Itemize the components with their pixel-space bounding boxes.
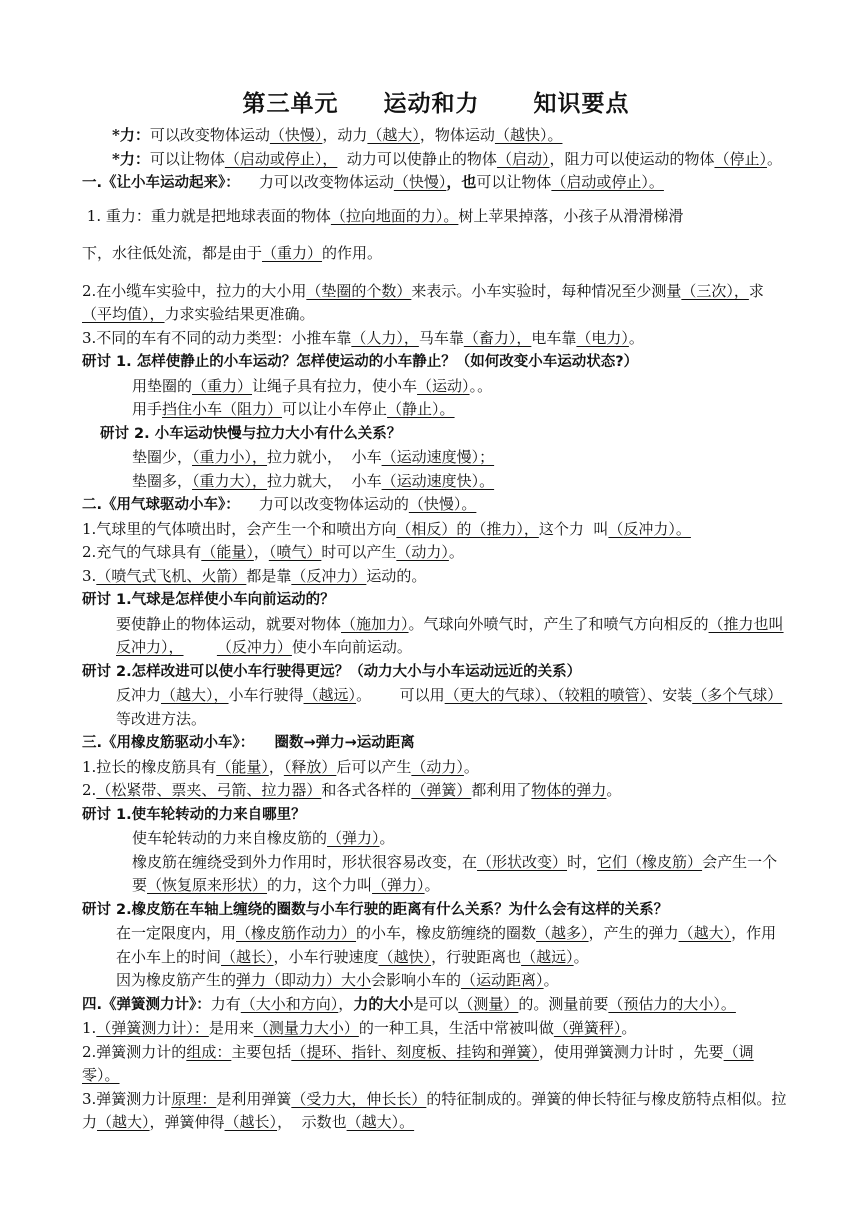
text-segment: ， — [253, 543, 269, 561]
answer-blank: （越大）， — [161, 686, 229, 704]
answer-blank: （运动速度快）。 — [381, 471, 495, 490]
answer-blank: （重力大）， — [192, 471, 268, 490]
text-line — [82, 375, 790, 399]
answer-blank: （越远） — [303, 686, 357, 704]
text-line — [82, 171, 790, 196]
text-segment: 。。 — [469, 376, 493, 395]
text-line — [82, 613, 790, 660]
answer-blank: （能量） — [201, 543, 254, 561]
text-segment: ， — [268, 757, 284, 776]
text-segment: 2.充气的气球具有 — [82, 543, 202, 561]
answer-blank: （相反）的（推力）， — [396, 519, 539, 538]
text-segment: 拉力就大， 小车 — [267, 471, 382, 490]
text-line — [82, 242, 790, 266]
answer-blank: （更大的气球）、（较粗的喷管） — [444, 686, 648, 704]
answer-blank: （平均值）， — [82, 305, 165, 323]
section-heading: 研讨 1.使车轮转动的力来自哪里？ — [82, 806, 306, 823]
answer-blank: （恢复原来形状） — [147, 876, 268, 894]
text-segment: 2.弹簧测力计的 — [82, 1042, 187, 1061]
text-segment: 会影响小车的 — [371, 971, 462, 989]
text-line — [82, 969, 790, 993]
answer-blank: （反冲力） — [216, 638, 292, 656]
text-segment: 力可以改变物体运动的 — [239, 495, 409, 513]
text-line — [82, 493, 790, 518]
text-line — [82, 588, 790, 613]
text-segment: 。 — [606, 781, 622, 799]
text-segment: 2. — [82, 781, 97, 799]
text-segment: 可以让小车停止 — [282, 400, 388, 418]
answer-blank: （运动距离） — [461, 971, 544, 989]
text-line — [82, 518, 790, 542]
text-line — [82, 422, 790, 447]
text-segment: 的小车，橡皮筋缠绕的圈数 — [356, 924, 537, 942]
text-segment: 都利用了 — [471, 781, 532, 799]
answer-blank: （释放） — [283, 757, 337, 776]
text-segment: ，弹簧伸得 — [149, 1113, 225, 1131]
answer-blank: （越大） — [367, 126, 420, 144]
text-segment: 1. 重力：重力就是把地球表面的物体 — [82, 206, 331, 225]
text-segment: 用垫圈的 — [132, 376, 193, 395]
text-line — [82, 148, 790, 172]
text-line — [82, 803, 790, 828]
text-segment: 在一定限度内，用 — [116, 924, 237, 942]
answer-blank: 组成： — [186, 1042, 232, 1061]
text-segment: ，作用在小车上的时间 — [116, 924, 777, 966]
answer-blank: （反冲力） — [291, 566, 367, 585]
answer-blank: 它们（橡皮筋） — [597, 852, 703, 871]
text-line — [82, 446, 790, 470]
answer-blank: （预估力的大小）。 — [608, 994, 736, 1013]
answer-blank: （越快）。 — [494, 126, 563, 144]
text-segment: 使车轮转动的力来自橡皮筋的 — [132, 829, 328, 847]
text-segment: 。 — [573, 947, 589, 966]
text-segment: 等改进方法。 — [116, 709, 207, 728]
section-heading: 一.《让小车运动起来》： — [82, 175, 240, 191]
text-segment: ， 示数也 — [277, 1113, 347, 1131]
text-segment: 树上苹果掉落，小孩子从滑滑梯滑 — [458, 206, 684, 225]
answer-blank: （垫圈的个数） — [306, 281, 412, 300]
text-line — [82, 922, 790, 969]
answer-blank: 原理： — [171, 1089, 217, 1108]
answer-blank: （运动速度慢）； — [381, 448, 495, 466]
text-line — [82, 1088, 790, 1135]
text-segment: 这个力 叫 — [538, 519, 609, 538]
answer-blank: （重力） — [262, 244, 323, 262]
answer-blank: （大小和方向） — [240, 994, 339, 1013]
section-heading: 研讨 2. 小车运动快慢与拉力大小有什么关系？ — [100, 425, 402, 442]
text-segment: 橡皮筋在缠绕受到外力作用时，形状很容易改变，在 — [132, 852, 478, 871]
answer-blank: （快慢） — [393, 173, 447, 191]
text-segment: 、安装 — [647, 686, 693, 704]
text-line — [82, 660, 790, 685]
text-segment: 力有 — [210, 994, 241, 1013]
answer-blank: （能量） — [216, 757, 269, 776]
answer-blank: （弹簧测力计）： — [96, 1019, 209, 1037]
text-segment: 力的大小 — [353, 994, 414, 1013]
answer-blank: （推力也叫反冲力）， — [116, 614, 784, 656]
answer-blank: （橡皮筋作动力） — [236, 924, 357, 942]
answer-blank: （提环、指针、刻度板、挂钩和弹簧） — [291, 1042, 539, 1061]
answer-blank: （运动） — [417, 376, 470, 395]
answer-blank: （停止） — [714, 149, 767, 168]
text-segment: ，阻力可以使运动的物体 — [549, 149, 715, 168]
text-segment: 的。测量前要 — [518, 994, 609, 1013]
text-line — [82, 470, 790, 494]
text-line — [82, 898, 790, 923]
text-segment: 。 — [448, 543, 464, 561]
text-segment: 是利用弹簧 — [216, 1089, 292, 1108]
text-segment: 力求实验结果更准确。 — [164, 305, 315, 323]
answer-blank: （启动或停止）， — [224, 149, 338, 168]
answer-blank: （多个气球） — [692, 686, 783, 704]
text-line — [82, 541, 790, 565]
text-segment: ，物体运动 — [419, 126, 495, 144]
text-segment: 。 — [628, 328, 644, 347]
text-segment: ，小车行驶速度 — [273, 947, 379, 966]
answer-blank: （快慢） — [269, 126, 323, 144]
text-line — [82, 565, 790, 589]
text-segment: 垫圈多， — [132, 471, 193, 490]
text-segment: 。 — [424, 876, 440, 894]
text-segment: ， — [338, 994, 354, 1013]
text-segment: 使小车向前运动。 — [291, 638, 412, 656]
answer-blank: （启动或停止）。 — [551, 173, 664, 191]
document-body — [82, 124, 790, 1135]
text-line — [82, 731, 790, 756]
text-segment: ，使用弹簧测力计时 ，先要 — [538, 1042, 724, 1061]
text-segment: 主要包括 — [231, 1042, 292, 1061]
text-line — [82, 684, 790, 731]
answer-blank: （人力）， — [351, 328, 419, 347]
answer-blank: （形状改变） — [477, 852, 568, 871]
text-segment: 1. — [82, 1019, 97, 1037]
text-segment: 时可以产生 — [321, 543, 397, 561]
answer-blank: （动力） — [411, 757, 464, 776]
text-segment: 3. — [82, 566, 97, 585]
text-line — [82, 398, 790, 422]
text-segment: 时， — [567, 852, 598, 871]
answer-blank: （反冲力）。 — [608, 519, 691, 538]
answer-blank: （重力小）， — [192, 448, 268, 466]
answer-blank: （喷气） — [268, 543, 322, 561]
text-line — [82, 993, 790, 1018]
text-segment: 3.弹簧测力计 — [82, 1089, 172, 1108]
text-segment: 可以让物体 — [476, 173, 552, 191]
answer-blank: （电力） — [576, 328, 629, 347]
section-heading: 研讨 1.气球是怎样使小车向前运动的？ — [82, 592, 335, 608]
text-line — [82, 280, 790, 327]
text-segment: 的一种工具，生活中常被叫做 — [358, 1019, 554, 1037]
text-segment: 。气球向外喷气时，产生了和喷气方向相反的 — [408, 614, 709, 633]
text-segment: 电车靠 — [531, 328, 577, 347]
text-segment: 垫圈少， — [132, 448, 193, 466]
section-heading: 研讨 1. 怎样使静止的小车运动？怎样使运动的小车静止？（如何改变小车运动状态?） — [82, 354, 639, 370]
section-heading: 研讨 2.怎样改进可以使小车行驶得更远？（动力大小与小车运动远近的关系） — [82, 663, 582, 680]
answer-blank: （施加力） — [341, 614, 409, 633]
text-segment: 是用来 — [208, 1019, 254, 1037]
answer-blank: （测量） — [458, 994, 519, 1013]
text-segment — [184, 638, 217, 656]
text-segment: 。 — [379, 829, 395, 847]
text-segment: 的力，这个力叫 — [267, 876, 373, 894]
text-line — [82, 205, 790, 229]
answer-blank: （调零）。 — [82, 1042, 754, 1084]
text-segment: *力： — [112, 126, 150, 144]
text-segment: 。 可以用 — [356, 686, 445, 704]
text-line — [82, 350, 790, 375]
text-segment: 和各式各样的 — [321, 781, 412, 799]
answer-blank: （快慢）。 — [408, 495, 477, 513]
answer-blank: （越远） — [521, 947, 574, 966]
page-title: 第三单元 运动和力 知识要点 — [242, 91, 630, 117]
text-segment: 拉力就小， 小车 — [267, 448, 382, 466]
text-segment: ，产生的弹力 — [588, 924, 679, 942]
text-segment: 1.气球里的气体喷出时，会产生一个和喷出方向 — [82, 519, 397, 538]
answer-blank: （受力大，伸长长） — [291, 1089, 427, 1108]
text-segment: 动力可以使静止的物体 — [337, 149, 497, 168]
answer-blank: 弹力（即动力）大小 — [236, 971, 372, 989]
answer-blank: 挡住小车（阻力） — [162, 400, 283, 418]
text-segment: 下，水往低处流，都是由于 — [82, 244, 263, 262]
answer-blank: （畜力）， — [463, 328, 532, 347]
answer-blank: （松紧带、票夹、弓箭、拉力器） — [96, 781, 322, 799]
answer-blank: （动力） — [396, 543, 449, 561]
answer-blank: （喷气式飞机、火箭） — [96, 566, 247, 585]
answer-blank: （拉向地面的力）。 — [330, 206, 459, 225]
text-segment: 。 — [543, 971, 559, 989]
text-line — [82, 851, 790, 898]
text-segment: 马车靠 — [418, 328, 464, 347]
answer-blank: （越多） — [536, 924, 589, 942]
text-segment: ，动力 — [322, 126, 368, 144]
section-heading: 四.《弹簧测力计》： — [82, 996, 211, 1013]
text-segment: 。 — [766, 149, 782, 168]
answer-blank: （静止）。 — [387, 400, 455, 418]
text-segment: 会产生一个要 — [132, 852, 778, 894]
text-segment: 。 — [621, 1019, 637, 1037]
text-segment: 用手 — [132, 400, 163, 418]
answer-blank: （越大） — [678, 924, 732, 942]
answer-blank: （弹力） — [327, 829, 380, 847]
text-segment: 。 — [463, 757, 479, 776]
text-segment: ，也 — [446, 173, 477, 191]
answer-blank: （弹力） — [372, 876, 425, 894]
text-segment: 要使静止的物体运动，就要对物体 — [116, 614, 342, 633]
text-segment: 小车行驶得 — [228, 686, 304, 704]
answer-blank: （越快） — [378, 947, 432, 966]
answer-blank: （越大） — [97, 1113, 150, 1131]
text-line — [82, 779, 790, 803]
section-heading: 三.《用橡皮筋驱动小车》： 圈数→弹力→运动距离 — [82, 735, 415, 751]
text-segment: 1.拉长的橡皮筋具有 — [82, 757, 217, 776]
text-segment: 后可以产生 — [336, 757, 412, 776]
text-segment: 都是靠 — [246, 566, 292, 585]
text-segment: 来表示。小车实验时，每种情况至少测量 — [411, 281, 682, 300]
text-segment: 反冲力 — [116, 686, 162, 704]
text-segment: 是可以 — [413, 994, 459, 1013]
text-line — [82, 1017, 790, 1041]
answer-blank: （弹簧） — [411, 781, 472, 799]
answer-blank: （越长） — [224, 1113, 278, 1131]
answer-blank: （重力） — [192, 376, 253, 395]
text-segment: *力： — [112, 149, 150, 168]
text-segment: 运动的。 — [366, 566, 427, 585]
text-segment: 的特征制成的。弹簧的伸长特征与橡皮筋特点相似。拉力 — [82, 1089, 787, 1131]
text-line — [82, 1041, 790, 1088]
text-segment: 可以改变物体运动 — [149, 126, 270, 144]
text-segment: 2.在小缆车实验中，拉力的大小用 — [82, 281, 307, 300]
text-line — [82, 327, 790, 351]
answer-blank: （测量力大小） — [253, 1019, 359, 1037]
answer-blank: （三次）， — [681, 281, 749, 300]
text-segment: 求 — [748, 281, 764, 300]
answer-blank: （越大）。 — [346, 1113, 415, 1131]
text-line — [82, 827, 790, 851]
text-segment: 的作用。 — [322, 244, 383, 262]
section-heading: 研讨 2.橡皮筋在车轴上缠绕的圈数与小车行驶的距离有什么关系？为什么会有这样的关系？ — [82, 901, 669, 918]
text-line — [82, 124, 790, 148]
text-segment: 因为橡皮筋产生的 — [116, 971, 237, 989]
text-segment: 让绳子具有拉力，使小车 — [252, 376, 418, 395]
answer-blank: （越长） — [221, 947, 274, 966]
text-line — [82, 756, 790, 780]
text-segment: 3.不同的车有不同的动力类型：小推车靠 — [82, 328, 352, 347]
answer-blank: （启动） — [496, 149, 550, 168]
answer-blank: （弹簧秤） — [553, 1019, 622, 1037]
section-heading: 二.《用气球驱动小车》： — [82, 497, 240, 513]
text-segment: ，行驶距离也 — [431, 947, 522, 966]
answer-blank: 物体的弹力 — [531, 781, 607, 799]
text-segment: 力可以改变物体运动 — [239, 173, 394, 191]
text-segment: 可以让物体 — [149, 149, 225, 168]
